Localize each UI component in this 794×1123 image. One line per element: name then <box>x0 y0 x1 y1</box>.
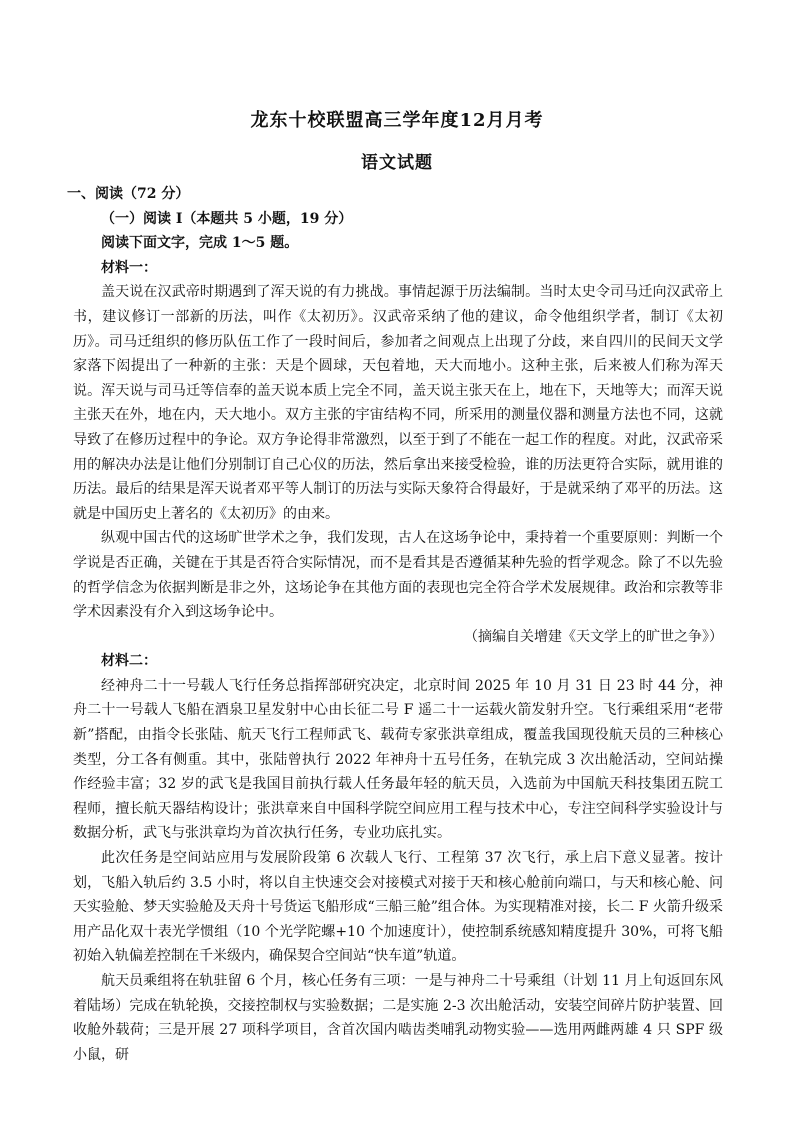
material2-label: 材料二： <box>101 653 157 670</box>
material1-paragraph-1: 盖天说在汉武帝时期遇到了浑天说的有力挑战。事情起源于历法编制。当时太史令司马迁向汉武帝上书，建议修订一部新的历法，叫作《太初历》。汉武帝采纳了他的建议，命令他组织学者，制订《太初历》。司马迁组织的修历队伍工作了一段时间后，参加者之间观点上出现了分歧，来自四川的民间天文学家落下闳提出了一种新的主张：天是个圆球，天包着地，天大而地小。这种主张，后来被人们称为浑天说。浑天说与司马迁等信奉的盖天说本质上完全不同，盖天说主张天在上，地在下，天地等大；而浑天说主张天在外，地在内，天大地小。双方主张的宇宙结构不同，所采用的测量仪器和测量方法也不同，这就导致了在修历过程中的争论。双方争论得非常激烈，以至于到了不能在一起工作的程度。对此，汉武帝采用的解决办法是让他们分别制订自己心仪的历法，然后拿出来接受检验，谁的历法更符合实际，就用谁的历法。最后的结果是浑天说者邓平等人制订的历法与实际天象符合得最好，于是就采纳了邓平的历法。这就是中国历史上著名的《太初历》的由来。 <box>73 284 723 522</box>
instruction-text: 阅读下面文字，完成 1～5 题。 <box>101 235 299 252</box>
exam-subtitle: 语文试题 <box>361 153 433 173</box>
exam-title: 龙东十校联盟高三学年度12月月考 <box>250 110 544 131</box>
exam-content <box>67 182 723 1067</box>
material2-paragraph-2: 此次任务是空间站应用与发展阶段第 6 次载人飞行、工程第 37 次飞行，承上启下意义显著。按计划，飞船入轨后约 3.5 小时，将以自主快速交会对接模式对接于天和核心舱前向端口，与天和核心舱、问天实验舱、梦天实验舱及天舟十号货运飞船形成“三船三舱”组合体。为实现精准对接，长二 F 火箭升级采用产品化双十表光学惯组（10 个光学陀螺+10 个加速度计），使控制系统感知精度提升 30%，可将飞船初始入轨偏差控制在千米级内，确保契合空间站“快车道”轨道。 <box>73 850 723 965</box>
material1-label: 材料一： <box>101 259 157 276</box>
material2-paragraph-1: 经神舟二十一号载人飞行任务总指挥部研究决定，北京时间 2025 年 10 月 31 日 23 时 44 分，神舟二十一号载人飞船在酒泉卫星发射中心由长征二号 F 遥二十一运载火箭发射升空。飞行乘组采用“老带新”搭配，由指令长张陆、航天飞行工程师武飞、载荷专家张洪章组成，覆盖我国现役航天员的三种核心类型，分工各有侧重。其中，张陆曾执行 2022 年神舟十五号任务，在轨完成 3 次出舱活动，空间站操作经验丰富；32 岁的武飞是我国目前执行载人任务最年轻的航天员，入选前为中国航天科技集团五院工程师，擅长航天器结构设计；张洪章来自中国科学院空间应用工程与技术中心，专注空间科学实验设计与数据分析，武飞与张洪章均为首次执行任务，专业功底扎实。 <box>73 677 723 842</box>
material1-paragraph-2: 纵观中国古代的这场旷世学术之争，我们发现，古人在这场争论中，秉持着一个重要原则：判断一个学说是否正确，关键在于其是否符合实际情况，而不是看其是否遵循某种先验的哲学观念。除了不以先验的哲学信念为依据判断是非之外，这场论争在其他方面的表现也完全符合学术发展规律。政治和宗教等非学术因素没有介入到这场争论中。 <box>73 530 723 621</box>
section-subheading: （一）阅读 I（本题共 5 小题，19 分） <box>101 210 353 227</box>
material2-paragraph-3: 航天员乘组将在轨驻留 6 个月，核心任务有三项：一是与神舟二十号乘组（计划 11 月上旬返回东风着陆场）完成在轨轮换，交接控制权与实验数据；二是实施 2-3 次出舱活动，安装空间碎片防护装置、回收舱外载荷；三是开展 27 项科学项目，含首次国内啮齿类哺乳动物实验——选用两雌两雄 4 只 SPF 级小鼠，研 <box>73 973 723 1063</box>
section-heading: 一、阅读（72 分） <box>67 186 190 202</box>
material1-source: （摘编自关增建《天文学上的旷世之争》） <box>464 628 723 645</box>
